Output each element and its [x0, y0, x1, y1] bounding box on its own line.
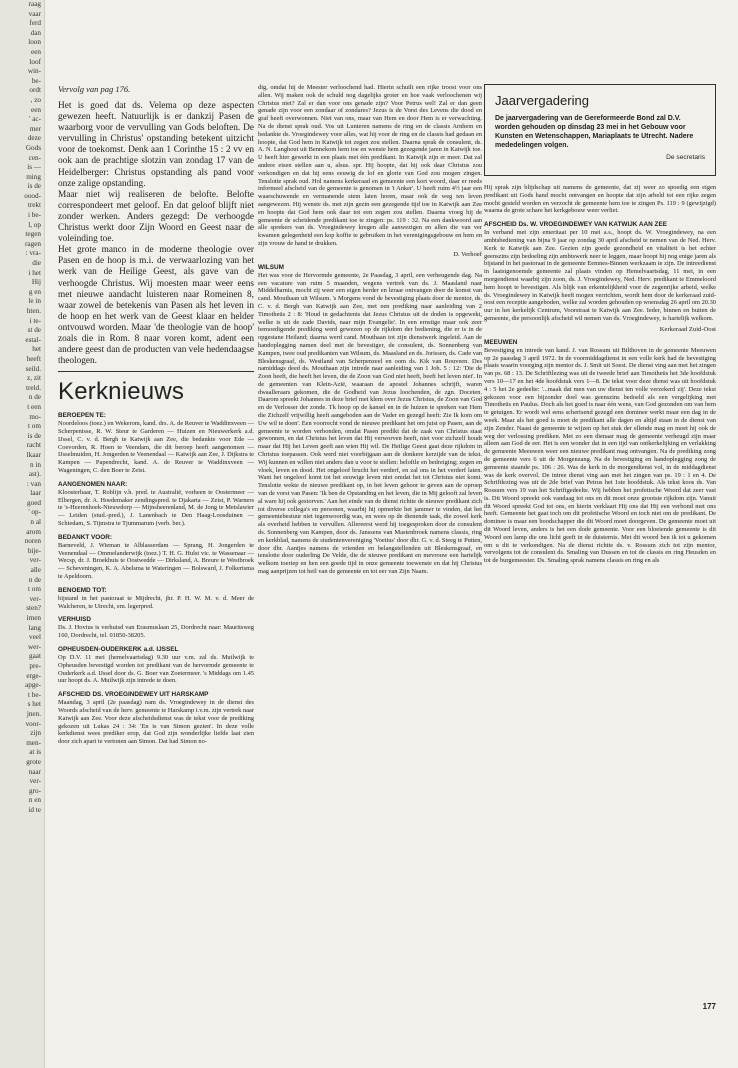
divider [58, 371, 254, 372]
edge-fragment: arom [26, 527, 41, 536]
edge-fragment: i te- [29, 316, 41, 325]
paragraph: Het grote manco in de moderne theologie over Pasen en de hoop is m.i. de verwaarlozing van het werk van de Heilige Geest, als gave van de verhoogde Christus. Wij moesten maar weer eens met nieuwe aandacht luisteren naar Romeinen 8, waar zowel de betekenis van Pasen als het leven in de hoop en het werk van de Geest klaar en helder ontvouwd worden. Maar 'de theologie van de hoop' zoals die in Rom. 8 naar voren komt, adent een andere geest dan de producten van vele hedendaagse theologen. [58, 245, 254, 367]
edge-fragment: ast). [28, 470, 41, 479]
edge-fragment: loof [29, 57, 41, 66]
edge-fragment: t om [28, 422, 41, 431]
section-text: Bevestiging en intrede van kand. J. van Rossum uit Bilthoven in de gemeente Meeuwen op 2e paasdag 3 april 1972. In de voormiddagdienst in een volle kerk had de bevestiging plaats waarin voorging zijn mentor ds. J. Smit uit Soest. De dienst ving aan met het zingen van ps. 68 : 13. De Schriftlezing was uit de tweede brief aan Timotheüs het 3de hoofdstuk vers 10—17 en het 4de hoofdstuk vers 1—8. De tekst voor deze dienst was uit hoofdstuk 4 : 5 het 2e gedeelte: '...maak dat men van uw dienst ten volle verzekerd zij'. Deze tekst gekozen voor een bijzonder doel was geenszins bedoeld als een vergelijking met Timotheüs en Paulus. Doch als het goed is naar één wens, van God gezonden om van hem te getuigen. Er wordt wel eens schertsend gezegd een dominee werkt maar een dag in de week. Maar als het goed is moet de predikant alle dagen en altijd staan in de dienst van zijn Zender. Naast de gemeente te wijzen op het stuk der ellende mag en moet hij ook de weg der verlossing prediken. Met zo een dienaar mag de gemeente verheugd zijn maar alleen aan God de eer. Het is een wonder dat in een tijd van ontkerkelijking en verlakking de gemeente Meeuwen weer een nieuwe predikant mag ontvangen. Na de prediking zong de gemeente vers 6 uit de Morgenzang. Na de bevestiging en handoplegging zong de gemeente staande ps. 106 : 26. Was de kerk in de morgendienst vol, in de middagdienst was de kerk overvol. De intree dienst ving aan met het zingen van ps. 19 : 1 en 4. De Schriftlezing was uit de 2de brief van Petrus het 1ste hoofdstuk. Als tekst koos ds. Van Rossum vers 19 van het Schriftgedeelte. Wij hebben het profetische Woord dat zeer vast is. Dit Woord spreekt ook vandaag tot ons en dit moet onze grootste rijkdom zijn. Vanuit dit Woord spreekt God tot ons, en hierin verklaart Hij ons dat Hij een verbond met ons heeft. Gemeente het gaat toch om dit profetische Woord en toch niet om de predikant. De dominee is maar een boodschapper die dit Woord moet doorgeven. De gemeente moet uit dit Woord leven, anders is het een dode gemeente. Voor een bloeiende gemeente is dit Woord een lamp die ons licht geeft in de duisternis. Met dit woord ben ik tot u gekomen om u dit te verkondigen. Na de dienst richtte ds. v. Rossum zich tot zijn mentor, vervolgens tot de consulent ds. Smaling van Dussen en tot de classis en ring Heusden en tot de burgemeester. Ds. Smaling sprak namens classis en ring en als [484, 346, 716, 565]
edge-fragment: gro- [29, 786, 41, 795]
edge-fragment: mer [29, 124, 41, 133]
section-heading: BEDANKT VOOR: [58, 533, 112, 541]
edge-fragment: ming [26, 172, 41, 181]
edge-fragment: gaat [29, 652, 41, 661]
edge-fragment: racht [26, 441, 41, 450]
edge-fragment: n de [28, 575, 41, 584]
section-title: Kerknieuws [58, 378, 185, 406]
edge-fragment: deze [27, 134, 41, 143]
section-heading: OPHEUSDEN-OUDERKERK a.d. IJSSEL [58, 645, 179, 653]
edge-fragment: n de [28, 393, 41, 402]
edge-fragment: voor- [25, 719, 41, 728]
edge-fragment: een [31, 47, 41, 56]
edge-fragment: lang [28, 623, 41, 632]
edge-fragment: het [32, 345, 41, 354]
section-heading: WILSUM [258, 263, 284, 271]
edge-fragment: hten. [26, 307, 41, 315]
article-paragraphs [58, 101, 254, 367]
section-text: Noordeloos (toez.) en Wekerom, kand. drs. A. de Reuver te Waddinxveen — Scherpenisse, R. W. Steur te Garderen — Huizen en Nieuwerkerk a.d. IJssel, C. v. d. Bergh te Katwijk aan Zee, die bedankte voor Ede — Coevorden, R. Hoen te Veendam, die dit beroep heeft aangenomen — IJsselmuiden, H. Jongerden te Veenendaal — Katwijk aan Zee, J. Dijkstra te Kampen — Papendrecht, kand. A. de Reuver te Waddinxveen — Wageningen, C. den Boer te Zeist. [58, 420, 254, 475]
edge-fragment: ferd [29, 19, 41, 28]
edge-fragment: sten? [26, 604, 41, 613]
column-left [58, 84, 254, 1014]
edge-fragment: erge- [26, 671, 41, 680]
edge-fragment: n en [28, 796, 41, 805]
edge-fragment: cen- [28, 153, 41, 162]
edge-fragment: jnen. [26, 709, 41, 718]
news-sections [58, 412, 254, 746]
section-heading: AFSCHEID DS. VROEGINDEWEY UIT HARSKAMP [58, 691, 209, 699]
column-right [484, 84, 716, 1014]
edge-fragment: pre- [29, 661, 41, 670]
edge-fragment: raag [28, 0, 41, 8]
edge-fragment: estal- [25, 335, 41, 344]
edge-fragment: ordt [29, 86, 41, 95]
edge-fragment: is — [27, 163, 41, 172]
edge-fragment: men- [26, 738, 41, 747]
section-text: bijstand in het pastoraat te Mijdrecht, jhr. P. H. W. M. v. d. Meer de Walcheren, te Utrecht, em. legerpred. [58, 594, 254, 610]
edge-fragment: g en [28, 287, 41, 296]
edge-fragment: st de [27, 326, 41, 335]
section-heading: VERHUISD [58, 616, 92, 624]
edge-fragment: lkaar [26, 450, 41, 459]
edge-fragment: goed [27, 498, 41, 507]
signature: D. Verhoef [453, 250, 482, 258]
edge-fragment: ' ac- [29, 115, 41, 124]
edge-fragment: trekt [27, 201, 41, 210]
section-text: Hij sprak zijn blijdschap uit namens de gemeente, dat zij weer zo spoedig een eigen predikant uit Gods hand mocht ontvangen en hoopte dat zijn arbeld tot een rijke zegen mocht gesteld worden en verzocht de gemeente hem toe te zingen Ps. 119 : 9 (gewijzigd) waarna de grote schare het kerkgebouw weer verliet. [484, 184, 716, 215]
edge-fragment: s het [27, 700, 41, 709]
edge-fragment: win- [27, 67, 41, 76]
notice-box [484, 84, 716, 176]
section-heading: BEROEPEN TE: [58, 412, 106, 420]
section-heading: AANGENOMEN NAAR: [58, 480, 128, 488]
edge-fragment: le in [28, 297, 41, 306]
news-sections [484, 184, 716, 565]
edge-fragment: naar [28, 767, 41, 776]
edge-fragment: at is [29, 748, 41, 757]
edge-fragment: zijn [30, 729, 41, 738]
edge-fragment: seild. [25, 364, 41, 373]
edge-fragment: dan [30, 28, 41, 37]
edge-fragment: een [31, 105, 41, 114]
edge-fragment: is de [27, 431, 41, 440]
page-number: 177 [702, 1002, 716, 1011]
edge-fragment: noren [24, 537, 41, 546]
edge-fragment: i het [28, 268, 41, 277]
section-text: Het was voor de Hervormde gemeente, 2e Paasdag, 3 april, een verheugende dag. Na een vacature van ruim 5 maanden, wegens vertrek van ds. J. Maasland naar Middelharnis, mocht zij weer een eigen herder en leraar ontvangen door de komst van cand. Mouthaan uit Wilsum. 's Morgens vond de bevestiging plaats door de mentor, ds. C. v. d. Bergh van Katwijk aan Zee, met een prediking naar aanleiding van 2 Timotheüs 2 : 8: 'Houd in gedachtenis dat Jezus Christus uit de doden is opgewekt, welke is uit de zade Davids, naar mijn Evangelie'. In een ernstige maar ook zeer bemoedigende prediking werd gewezen op de rijkdom der bediening, die er is in de opgestane Heiland; daarna werd cand. Mouthaan tot zijn dienstwerk ingeleid. Aan de handoplegging namen deel met de bevestiger, de consulent, ds. Sonnenberg van Kampen, twee oud predikanten van Wilsum, ds. Maasland en ds. Jorissen, ds. Cade van Bleskensgraaf, ds. Westland van Scherpenzeel en oom ds. Kik van Rouveen. Des namiddags deed ds. Mouthaan zijn intrede naar aanleiding van 1 Joh. 5 : 12: 'Die de Zoon heeft, die heeft het leven, die de Zoon van God niet heeft, heeft het leven niet'. In de gemeenten van Klein-Azië, waaraan de apostel Johannes schrijft, waren dwaalleraars gekomen, die de Godheid van Jezus loochenden, de zgn. Doceten. Daarom spreekt Johannes in deze brief met klem over Jezus Christus, de Zoon van God en de Verlosser der zonde. Tk hoop op de kansel en in de huizen te spreken van Hem die Zichzelf vrijwillig heeft aangeboden aan de Vader en gezegd heeft: Zie Ik kom om Uw wil te doen'. Een voorrecht vond de nieuwe predikant het om juist op Pasen, aan de gemeente te worden verbonden, omdat Pasen predikt dat de zaak van Christus staat gewonnen, en dat Christus het leven dat Hij verworven heeft, niet voor zichzelf houdt maar dat Hij het Leven geeft aan wien Hij wil. De Heilige Geest gaat deze rijkdom in Christus toepassen. Ook werd niet voorbijgaan aan de donkere kerzijde van de tekst. Wij kunnen en willen niet anders dan u voor te stellen: beloftle en bedreiging; zegen en vloek, leven en dood. Het ongeloof brucht het verderf, en zal ons in het verderf laten. Want het ongeloof komt tot het eeuwige leven niet omdat het tot Christus niet komt. Tenslotte wekte de nieuwe predikant op, in het leven gehoor te geven aan de oproep van de vorst van Pasen: 'Ik ben de Opstanding en het leven, die in Mij gelooft zal leven al ware hij ook gestorven.' Aan het einde van de dienst richtte de nieuwe predikant zich tot diverse collega's en personen, waarbij hij opmerkte het jammer te vinden, dat het gemeentebestuur niet tegenwoordig was, en wees op de dienende taak, die zowel kerk als overheid hebben te vervullen. Allereerst werd hij toegesproken door de consulent ds. Sonnenberg van Kampen, door ds. Janssens van Mastenbroek namens classis, ring en kerkblad, namens de studentenvereniging 'Voetius' door dhr. G. v. d. Steeg te Putten, door dhr. Aantjes namens de vrienden en belangstellenden uit Bleskensgraaf, en tenslotte door ouderling De Velde, die de nieuwe predikant en mevrouw een hartelijk welkom toeriep en hen een goede tijd in onze gemeente toewenste en dat hij Christus mag aanprijzen tot heil van de gemeente en tot eer van Zijn Naam. [258, 271, 482, 576]
paragraph: Het is goed dat ds. Velema op deze aspecten gewezen heeft. Natuurlijk is er dankzij Pasen de waarborg voor de vervulling van Gods beloften. De vervulling in Christus' opstanding betekent uitzicht voor de toekomst. Denk aan 1 Corinthe 15 : 2 vv en ook aan de prachtige slotzin van zondag 17 van de Heidelberger: Christus opstanding als pand voor onze zalige opstanding. [58, 101, 254, 189]
edge-fragment: die [32, 259, 41, 268]
edge-fragment: tegen [25, 230, 41, 239]
edge-fragment: Hij [31, 278, 41, 287]
section-text: Op D.V. 11 mei (hemelvaartsdag) 9.30 uur v.m. zal ds. Muilwijk te Opheusden bevestigd worden tot predikant van de hervormde gemeente te Ouderkerk a.d. IJssel door ds. G. Boer van Zoetermeer. 's Middags om 1.45 uur hoopt ds. A. Muilwijk zijn intrede te doen. [58, 653, 254, 685]
notice-title: Jaarvergadering [495, 93, 589, 108]
edge-fragment: ver- [29, 556, 41, 565]
section-heading: AFSCHEID Ds. W. VROEGINDEWEY VAN KATWIJK AAN ZEE [484, 221, 667, 229]
edge-fragment: vaar [28, 9, 41, 18]
section-heading: MEEUWEN [484, 338, 518, 346]
edge-fragment: , zo [30, 95, 41, 104]
edge-fragment: n al [30, 518, 41, 527]
edge-fragment: Gods [25, 143, 41, 152]
edge-fragment: : vra- [25, 249, 41, 258]
section-heading: BENOEMD TOT: [58, 586, 107, 594]
edge-fragment: loon [28, 38, 41, 47]
section-text: Kloosterhaar, T. Roblijn v.h. pred. te Australië, vorheen te Oostermeer — Elbergen, dr. A. Hoedemaker zendingspred. te Djakarta — Zeist, P. Warners te 's-Heerenhoek-Nieuwdorp — Mijnsheerenland, M. de Jong te Metslawier — Leiden (stud.-pred.), J. Lanenbach te Den Haag-Loosduinen — Schiedam, S. Tijmstra te Tjummarum (verb. ber.). [58, 488, 254, 528]
edge-fragment: be- [31, 76, 41, 85]
section-text: In verband met zijn emeritaat per 10 mei a.s., hoopt ds. W. Vroegindewey, na een ambtsbediening van bijna 9 jaar op zondag 30 april afscheid te nemen van de Ned. Herv. Kerk te Katwijk aan Zee. Gezien zijn goede gezondheid en vitaliteit is het echter geenszins zijn bedoeling zijn ambtswerk neer te leggen, maar hoopt hij nog enige jaren als bijstand in het pastoraat in de gemeente Eemnes-Binnen werkzaam te zijn. De intreedienst in laatstgenoemde gemeente zal plaats vinden op Hemelvaartsdag, 11 mei, in een morgendienst waarbij zijn zoon, ds. J. Vroegindewey, Ned. Herv. predikant te Emmeloord hem hoopt te bevestigen. Als blijk van erkentelijkheid voor de zegenrijke arbeid, welke ds. Vroegindewey in Katwijk heeft mogen verrichten, wordt hem door de kerkeraad zuid-oost een receptie aangeboden, welke zal worden gehouden op woensdag 26 april om 20.30 uur in het kerkelijk Centrum, Voorstraat te Katwijk aan Zee. Ieder, binnen en buiten de gemeente, die persoonlijk afscheid wil nemen van ds. Vroegindewey, is hartelijk welkom. [484, 229, 716, 322]
edge-fragment: z, zit [27, 374, 41, 383]
edge-fragment: t be- [28, 690, 41, 699]
edge-fragment: wer- [27, 642, 41, 651]
edge-fragment: alle [30, 566, 41, 575]
edge-fragment: ragen [25, 239, 41, 248]
edge-fragment: grote [26, 757, 41, 766]
edge-fragment: mo- [29, 412, 41, 421]
edge-fragment: t een [27, 402, 41, 411]
notice-text: De jaarvergadering van de Gereformeerde Bond zal D.V. worden gehouden op dinsdag 23 mei in het Gebouw voor Kunsten en Wetenschappen, Mariaplaats te Utrecht. Nadere mededelingen volgen. [495, 115, 694, 149]
paragraph: Maar niet wij realiseren de belofte. Belofte correspondeert met geloof. En dat geloof blijft niet zonder werken. Anders gezegd: De verhoogde Christus werkt door Zijn Woord en Geest naar de voleinding toe. [58, 189, 254, 245]
column-middle [258, 84, 482, 1014]
section-text: dig, omdat hij de Meester verloochend had. Hierin schuilt een rijke troost voor ons allen. Wij maken ook de schuld nog dagelijks groter en hoe vaak verloochenen wij Christus niet? Zal er dan voor ons genade zijn? Voor Petrus wel! Zal er dan geen genade zijn voor een zondaar of zondares? Jezus is de Vorst des Levens die dood en graf heeft overwonnen. Niet van ons, maar van Hem en door Hem is er verwachting. Na de dienst sprak oud. Vos uit Lunteren namens de ring en de classis Arnhem en bedankte ds. Vroegindewey voor alles, wat hij voor de ring en de classis had gedaan en hoopte, dat God hem in Katwijk tot zegen zou stellen. Daarna sprak de consulent, ds. A. N. Langhout uit Bennekom hem toe en wenste hem gezegende jaren in Katwijk toe. U heeft hier gewerkt in een plaats met één predikant. In Katwijk zijn er meer. Dat zal andere eisen stellen aan u, alsus. spr. Hij hoopte, dat hij ook daar Christus zou verkondigen en dat hij eens eeuwig de lof en glorie van God zou mogen zingen. Tenslotte sprak oud. Hol namens kerkeraad en gemeente een kort woord, daar er reeds informeel afscheid van de gemeente is genomen in 't Anker'. U heeft ruim 4½ jaar een waarschuwende en vermanende stem laten horen, maar ook de weg ten leven aangewezen. Hij wenste ds. met zijn gezin een gezegende tijd toe in Katwijk aan Zee en hoopte dat God hem ook daar tot een zegen zou stellen. Daarna vroeg hij de gemeente de scheidende predikant toe te zingen: ps. 119 : 32. Na een dankwoord aan alle sprekers van ds. Vroegindewey kregen alle aanwezigen en allen die van ver kwamen gelegenheid een kop koffie te gebruiken in het verenigingsgebouw en hem en zijn vrouw de hand te drukken. [258, 84, 482, 247]
edge-fragment: oood- [24, 191, 41, 200]
section-text: Ds. J. Hovius is verhuisd van Erasmuslaan 25, Dordrecht naar: Mauritsweg 160, Dordrecht, tel. 01850-38205. [58, 624, 254, 640]
edge-fragment: imen [26, 614, 41, 622]
edge-fragment: i be- [28, 211, 41, 220]
edge-fragment: t om [28, 585, 41, 594]
edge-fragment: treld. [26, 383, 41, 392]
edge-fragment: laar [30, 489, 41, 498]
edge-fragment: ver- [29, 777, 41, 786]
edge-fragment: veel [29, 633, 41, 642]
notice-signature: De secretaris [666, 154, 705, 161]
edge-fragment: l, op [28, 220, 41, 229]
edge-fragment: id te [28, 805, 41, 814]
edge-fragment: n in [30, 460, 41, 469]
edge-fragment: apge- [25, 681, 41, 690]
section-text: Barneveld, J. Wieman te Alblasserdam — Sprang, H. Jongerden te Veenendaal — Ommelanderwijk (toez.) T. H. G. Hulst vic. te Wassenaar — Wecsp, dr. J. Broekhuis te Oostwedde — Dirksland, A. Breure te Westbroek — Scheveningen, K. A. Abelsma te Wateringen — Bolsward, J. Folkertsma te Apeldoorn. [58, 541, 254, 580]
signature: Kerkeraad Zuid-Oost [659, 325, 716, 333]
continued-note: Vervolg van pag 176. [58, 84, 131, 94]
edge-fragment: ' op- [28, 508, 41, 517]
edge-fragment: heeft [26, 354, 41, 363]
edge-fragment: ver- [29, 594, 41, 603]
edge-fragment: bije- [27, 546, 41, 555]
edge-fragment: : van [26, 479, 41, 488]
section-text: Maandag, 3 april (2e paasdag) nam ds. Vroegindewey in de dienst des Woords afscheid van de herv. gemeente te Harskamp i.v.m. zijn vertrek naar Katwijk aan Zee. Voor deze afscheidsdienst was de tekst voor de prediking gekozen uit Lukas 24 : 34: 'En is van Simon gezien'. In deze volle kerkdienst wees prediker erop, dat God zijn wonderlijke liefde laat zien door zich apart te vertonen aan Simon. Dat had Simon no- [58, 699, 254, 746]
left-page-edge [0, 0, 45, 1068]
edge-fragment: is de [27, 182, 41, 191]
